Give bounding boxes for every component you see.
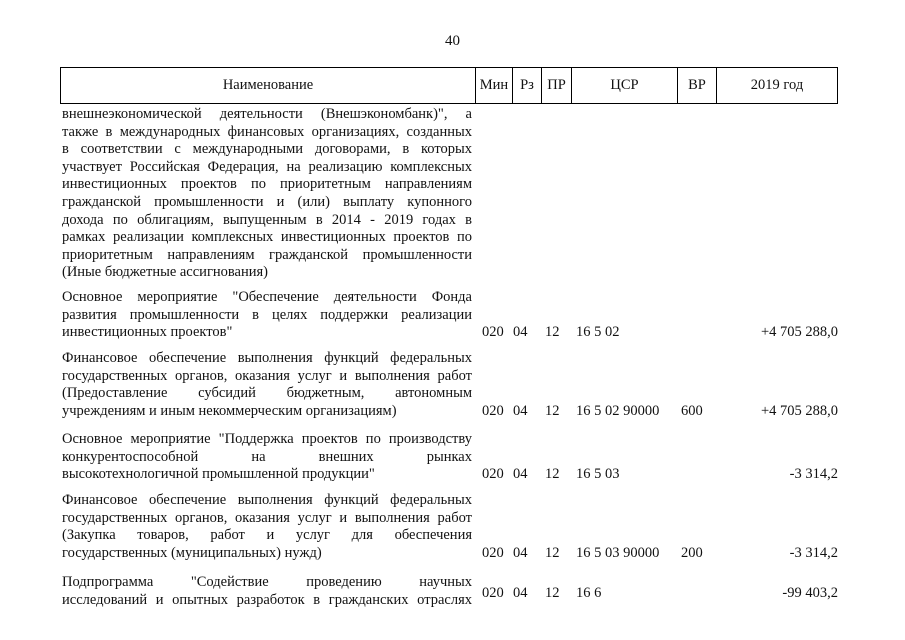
row-3-amount: -3 314,2 (789, 466, 838, 482)
row-5-line: Подпрограмма "Содействие проведению научных (62, 574, 472, 590)
header-year (716, 67, 838, 104)
row-3-csr: 16 5 03 (576, 466, 620, 482)
row-3-line: высокотехнологичной промышленной продукции" (62, 466, 375, 483)
row-5-csr: 16 6 (576, 585, 602, 601)
row-2-line: Финансовое обеспечение выполнения функций федеральных (62, 350, 472, 366)
row-3-min: 020 (482, 466, 504, 482)
header-pr (541, 67, 572, 104)
row-4-min: 020 (482, 545, 504, 561)
row-2-pr: 12 (545, 403, 560, 419)
row-2-min: 020 (482, 403, 504, 419)
row-0-line: также в международных финансовых организациях, созданных (62, 123, 472, 140)
row-5-amount: -99 403,2 (782, 585, 838, 601)
row-0-name (62, 106, 472, 282)
row-5-line: исследований и опытных разработок в гражданских отраслях (62, 591, 472, 608)
row-3-line: конкурентоспособной на внешних рынках (62, 448, 472, 465)
row-0-line: рамках реализации комплексных инвестиционных проектов по (62, 229, 472, 246)
header-csr (571, 67, 678, 104)
row-0-line: гражданской промышленности и (или) выплату купонного (62, 193, 472, 210)
row-2-rz: 04 (513, 403, 528, 419)
row-1-csr: 16 5 02 (576, 324, 620, 340)
header-vr-label: ВР (688, 77, 706, 93)
row-5-pr: 12 (545, 585, 560, 601)
row-0-line: внешнеэкономической деятельности (Внешэкономбанк)", а (62, 106, 472, 122)
header-name-label: Наименование (222, 77, 314, 93)
row-4-amount: -3 314,2 (789, 545, 838, 561)
header-name (60, 67, 476, 104)
row-1-pr: 12 (545, 324, 560, 340)
header-pr-label: ПР (547, 77, 566, 93)
row-1-amount: +4 705 288,0 (760, 324, 838, 340)
header-rz-label: Рз (520, 77, 534, 93)
row-4-line: государственных органов, оказания услуг и выполнения работ (62, 509, 472, 526)
row-4-csr: 16 5 03 90000 (576, 545, 660, 561)
row-0-line: инвестиционных проектов по приоритетным направлениям (62, 176, 472, 193)
row-1-line: развития промышленности в целях поддержки реализации (62, 306, 472, 323)
row-1-min: 020 (482, 324, 504, 340)
row-2-name (62, 350, 472, 420)
row-4-line: Финансовое обеспечение выполнения функций федеральных (62, 492, 472, 508)
row-4-line: (Закупка товаров, работ и услуг для обеспечения (62, 527, 472, 544)
row-0-line: в соответствии с международными договорами, в которых (62, 141, 472, 158)
header-min-label: Мин (479, 77, 509, 93)
row-1-line: Основное мероприятие "Обеспечение деятельности Фонда (62, 289, 472, 305)
row-4-pr: 12 (545, 545, 560, 561)
header-year-label: 2019 год (750, 77, 804, 93)
row-3-rz: 04 (513, 466, 528, 482)
row-5-name (62, 574, 472, 609)
row-2-line: учреждениям и иным некоммерческим организациям) (62, 402, 397, 419)
row-4-line: государственных (муниципальных) нужд) (62, 544, 322, 561)
row-4-name (62, 492, 472, 562)
row-0-line: дохода по облигациям, выпущенным в 2014 - 2019 годах в (62, 211, 472, 228)
row-3-name (62, 431, 472, 484)
row-1-line: инвестиционных проектов" (62, 324, 233, 341)
row-2-amount: +4 705 288,0 (760, 403, 838, 419)
header-rz (512, 67, 542, 104)
header-csr-label: ЦСР (610, 77, 639, 93)
row-2-vr: 600 (681, 403, 703, 419)
row-2-line: (Предоставление субсидий бюджетным, автономным (62, 385, 472, 402)
page-number: 40 (445, 33, 460, 49)
row-0-line: участвует Российская Федерация, на реализацию комплексных (62, 158, 472, 175)
row-4-rz: 04 (513, 545, 528, 561)
header-vr (677, 67, 717, 104)
header-min (475, 67, 513, 104)
row-0-line: приоритетным направлениям гражданской промышленности (62, 246, 472, 263)
row-2-csr: 16 5 02 90000 (576, 403, 660, 419)
row-0-line: (Иные бюджетные ассигнования) (62, 264, 269, 281)
row-1-rz: 04 (513, 324, 528, 340)
row-3-line: Основное мероприятие "Поддержка проектов по производству (62, 431, 472, 447)
row-2-line: государственных органов, оказания услуг и выполнения работ (62, 367, 472, 384)
row-3-pr: 12 (545, 466, 560, 482)
row-1-name (62, 289, 472, 342)
row-5-min: 020 (482, 585, 504, 601)
row-5-rz: 04 (513, 585, 528, 601)
row-4-vr: 200 (681, 545, 703, 561)
